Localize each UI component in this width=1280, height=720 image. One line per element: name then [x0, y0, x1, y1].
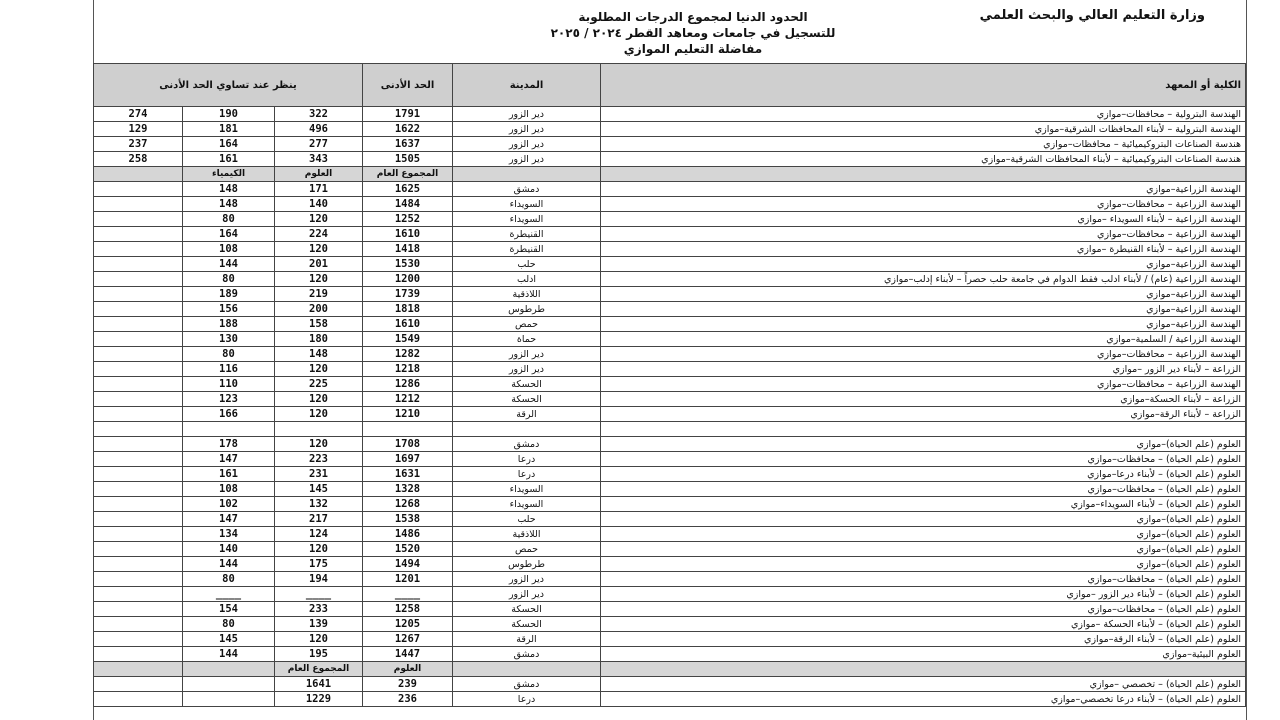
- faculty-cell: الهندسة البترولية – لأبناء المحافظات الشرقية–موازي: [601, 122, 1246, 137]
- min-value: 1205: [363, 617, 453, 632]
- empty-cell: [94, 467, 183, 482]
- tie-value-3: 129: [94, 122, 183, 137]
- chem-value: 110: [183, 377, 275, 392]
- sci-value: 194: [275, 572, 363, 587]
- faculty-cell: العلوم (علم الحياة) – محافظات–موازي: [601, 602, 1246, 617]
- sci-value: 120: [275, 272, 363, 287]
- min-value: 1484: [363, 197, 453, 212]
- table-row: [94, 347, 1246, 362]
- city-cell: الرقة: [453, 632, 601, 647]
- table-row: [94, 377, 1246, 392]
- empty-cell: [94, 182, 183, 197]
- sub-header-empty: [94, 167, 183, 182]
- empty-cell: [94, 377, 183, 392]
- city-cell: القنيطرة: [453, 227, 601, 242]
- min-value: 1282: [363, 347, 453, 362]
- table-row: [94, 122, 1246, 137]
- table-row: [94, 107, 1246, 122]
- empty-cell: [94, 317, 183, 332]
- empty-cell: [183, 692, 275, 707]
- tie-value-2: 181: [183, 122, 275, 137]
- table-row: [94, 467, 1246, 482]
- min-value: ____: [363, 587, 453, 602]
- empty-cell: [94, 542, 183, 557]
- chem-value: 80: [183, 617, 275, 632]
- results-table: [93, 63, 1246, 707]
- faculty-cell: العلوم (علم الحياة) – محافظات–موازي: [601, 482, 1246, 497]
- empty-cell: [94, 302, 183, 317]
- min-value: 1625: [363, 182, 453, 197]
- empty-cell: [94, 257, 183, 272]
- city-cell: دير الزور: [453, 107, 601, 122]
- document-header: [93, 0, 1245, 63]
- empty-cell: [94, 227, 183, 242]
- sci-value: 124: [275, 527, 363, 542]
- faculty-cell: هندسة الصناعات البتروكيميائية – لأبناء المحافظات الشرقية–موازي: [601, 152, 1246, 167]
- chem-value: 147: [183, 512, 275, 527]
- faculty-cell: الهندسة الزراعية / السلمية–موازي: [601, 332, 1246, 347]
- sub-header-empty: [183, 662, 275, 677]
- table-row: [94, 137, 1246, 152]
- min-value: 1252: [363, 212, 453, 227]
- table-row: [94, 647, 1246, 662]
- city-cell: السويداء: [453, 482, 601, 497]
- faculty-cell: الهندسة الزراعية (عام) / لأبناء ادلب فقط الدوام في جامعة حلب حصراً – لأبناء إدلب–موازي: [601, 272, 1246, 287]
- empty-cell: [275, 422, 363, 437]
- sci-value: 200: [275, 302, 363, 317]
- city-cell: دمشق: [453, 182, 601, 197]
- sub-header-total: المجموع العام: [363, 167, 453, 182]
- city-cell: دمشق: [453, 647, 601, 662]
- tie-value-2: 161: [183, 152, 275, 167]
- city-cell: القنيطرة: [453, 242, 601, 257]
- empty-cell: [94, 617, 183, 632]
- sci-value: 148: [275, 347, 363, 362]
- table-row: [94, 677, 1246, 692]
- empty-cell: [183, 677, 275, 692]
- sci-value: 236: [363, 692, 453, 707]
- empty-cell: [94, 692, 183, 707]
- empty-cell: [94, 527, 183, 542]
- sci-value: 120: [275, 392, 363, 407]
- sci-value: 175: [275, 557, 363, 572]
- sci-value: 140: [275, 197, 363, 212]
- sci-value: 120: [275, 212, 363, 227]
- chem-value: 80: [183, 572, 275, 587]
- total-value: 1229: [275, 692, 363, 707]
- table-row: [94, 272, 1246, 287]
- sci-value: 224: [275, 227, 363, 242]
- min-value: 1447: [363, 647, 453, 662]
- faculty-cell: الزراعة – لأبناء الرقة–موازي: [601, 407, 1246, 422]
- col-header-city: المدينة: [453, 64, 601, 107]
- city-cell: دير الزور: [453, 137, 601, 152]
- faculty-cell: العلوم البيئية–موازي: [601, 647, 1246, 662]
- table-row: [94, 212, 1246, 227]
- city-cell: الرقة: [453, 407, 601, 422]
- min-value: 1622: [363, 122, 453, 137]
- sci-value: 201: [275, 257, 363, 272]
- sci-value: 145: [275, 482, 363, 497]
- sub-header-chem: الكيمياء: [183, 167, 275, 182]
- sci-value: 120: [275, 632, 363, 647]
- empty-cell: [94, 272, 183, 287]
- empty-cell: [94, 347, 183, 362]
- city-cell: دمشق: [453, 437, 601, 452]
- chem-value: 178: [183, 437, 275, 452]
- min-value: 1212: [363, 392, 453, 407]
- sci-value: 225: [275, 377, 363, 392]
- city-cell: السويداء: [453, 212, 601, 227]
- faculty-cell: العلوم (علم الحياة) – لأبناء الرقة–موازي: [601, 632, 1246, 647]
- sub-header-empty: [601, 662, 1246, 677]
- city-cell: درعا: [453, 452, 601, 467]
- city-cell: دير الزور: [453, 587, 601, 602]
- min-value: 1549: [363, 332, 453, 347]
- empty-cell: [94, 677, 183, 692]
- chem-value: 80: [183, 272, 275, 287]
- chem-value: 108: [183, 482, 275, 497]
- chem-value: 147: [183, 452, 275, 467]
- city-cell: حمص: [453, 317, 601, 332]
- min-value: 1610: [363, 317, 453, 332]
- tie-value-1: 322: [275, 107, 363, 122]
- empty-cell: [601, 422, 1246, 437]
- tie-value-3: 237: [94, 137, 183, 152]
- empty-cell: [94, 242, 183, 257]
- faculty-cell: العلوم (علم الحياة) – لأبناء دير الزور –موازي: [601, 587, 1246, 602]
- empty-cell: [94, 332, 183, 347]
- city-cell: درعا: [453, 692, 601, 707]
- faculty-cell: العلوم (علم الحياة)–موازي: [601, 557, 1246, 572]
- city-cell: درعا: [453, 467, 601, 482]
- chem-value: 102: [183, 497, 275, 512]
- table-row: [94, 587, 1246, 602]
- tie-value-2: 164: [183, 137, 275, 152]
- empty-cell: [94, 197, 183, 212]
- empty-cell: [94, 602, 183, 617]
- sub-header-sci: العلوم: [275, 167, 363, 182]
- sci-value: 120: [275, 362, 363, 377]
- faculty-cell: الهندسة البترولية – محافظات–موازي: [601, 107, 1246, 122]
- sci-value: 120: [275, 437, 363, 452]
- tie-value-3: 274: [94, 107, 183, 122]
- table-row: [94, 512, 1246, 527]
- empty-cell: [94, 497, 183, 512]
- col-header-min: الحد الأدنى: [363, 64, 453, 107]
- city-cell: اللاذقية: [453, 527, 601, 542]
- empty-cell: [94, 557, 183, 572]
- faculty-cell: الهندسة الزراعية – محافظات–موازي: [601, 377, 1246, 392]
- chem-value: 116: [183, 362, 275, 377]
- city-cell: حلب: [453, 512, 601, 527]
- sci-value: 171: [275, 182, 363, 197]
- table-row: [94, 557, 1246, 572]
- min-value: 1494: [363, 557, 453, 572]
- faculty-cell: العلوم (علم الحياة) – لأبناء السويداء–موازي: [601, 497, 1246, 512]
- tie-value-1: 277: [275, 137, 363, 152]
- min-value: 1201: [363, 572, 453, 587]
- faculty-cell: العلوم (علم الحياة) – محافظات–موازي: [601, 572, 1246, 587]
- empty-cell: [94, 212, 183, 227]
- table-row: [94, 257, 1246, 272]
- sci-value: 231: [275, 467, 363, 482]
- min-value: 1210: [363, 407, 453, 422]
- chem-value: 108: [183, 242, 275, 257]
- faculty-cell: العلوم (علم الحياة) – لأبناء درعا–موازي: [601, 467, 1246, 482]
- chem-value: 140: [183, 542, 275, 557]
- sub-header-empty: [453, 167, 601, 182]
- city-cell: الحسكة: [453, 617, 601, 632]
- faculty-cell: الزراعة – لأبناء الحسكة–موازي: [601, 392, 1246, 407]
- sub-header-total: المجموع العام: [275, 662, 363, 677]
- city-cell: دير الزور: [453, 122, 601, 137]
- empty-cell: [94, 407, 183, 422]
- table-row: [94, 692, 1246, 707]
- city-cell: الحسكة: [453, 392, 601, 407]
- faculty-cell: الزراعة – لأبناء دير الزور –موازي: [601, 362, 1246, 377]
- faculty-cell: الهندسة الزراعية–موازي: [601, 287, 1246, 302]
- table-row: [94, 242, 1246, 257]
- table-row: [94, 407, 1246, 422]
- chem-value: ____: [183, 587, 275, 602]
- sci-value: 219: [275, 287, 363, 302]
- min-value: 1530: [363, 257, 453, 272]
- table-row: [94, 227, 1246, 242]
- table-row: [94, 602, 1246, 617]
- faculty-cell: الهندسة الزراعية – محافظات–موازي: [601, 197, 1246, 212]
- city-cell: دير الزور: [453, 347, 601, 362]
- min-value: 1520: [363, 542, 453, 557]
- faculty-cell: العلوم (علم الحياة) – لأبناء درعا تخصصي–موازي: [601, 692, 1246, 707]
- table-row: [94, 572, 1246, 587]
- chem-value: 148: [183, 197, 275, 212]
- sub-header-empty: [601, 167, 1246, 182]
- table-row: [94, 152, 1246, 167]
- table-row: [94, 332, 1246, 347]
- city-cell: السويداء: [453, 497, 601, 512]
- empty-cell: [94, 647, 183, 662]
- header-line-3: مفاضلة التعليم الموازي: [623, 42, 763, 56]
- min-value: 1486: [363, 527, 453, 542]
- table-row: [94, 392, 1246, 407]
- empty-cell: [94, 287, 183, 302]
- table-row: [94, 617, 1246, 632]
- table-row: [94, 497, 1246, 512]
- min-value: 1791: [363, 107, 453, 122]
- empty-cell: [94, 572, 183, 587]
- empty-cell: [94, 422, 183, 437]
- city-cell: حلب: [453, 257, 601, 272]
- empty-cell: [94, 512, 183, 527]
- table-row: [94, 197, 1246, 212]
- faculty-cell: الهندسة الزراعية–موازي: [601, 302, 1246, 317]
- min-value: 1505: [363, 152, 453, 167]
- empty-cell: [94, 452, 183, 467]
- table-row: [94, 632, 1246, 647]
- header-line-1: الحدود الدنيا لمجموع الدرجات المطلوبة: [578, 10, 808, 24]
- table-row: [94, 317, 1246, 332]
- chem-value: 130: [183, 332, 275, 347]
- faculty-cell: العلوم (علم الحياة) – محافظات–موازي: [601, 452, 1246, 467]
- min-value: 1267: [363, 632, 453, 647]
- faculty-cell: الهندسة الزراعية – لأبناء السويداء –موازي: [601, 212, 1246, 227]
- min-value: 1258: [363, 602, 453, 617]
- sci-value: 139: [275, 617, 363, 632]
- tie-value-2: 190: [183, 107, 275, 122]
- min-value: 1418: [363, 242, 453, 257]
- empty-cell: [94, 587, 183, 602]
- min-value: 1286: [363, 377, 453, 392]
- sci-value: 217: [275, 512, 363, 527]
- sci-value: 120: [275, 242, 363, 257]
- faculty-cell: العلوم (علم الحياة)–موازي: [601, 512, 1246, 527]
- faculty-cell: العلوم (علم الحياة)–موازي: [601, 542, 1246, 557]
- min-value: 1708: [363, 437, 453, 452]
- sub-header-sci: العلوم: [363, 662, 453, 677]
- empty-cell: [94, 392, 183, 407]
- city-cell: دمشق: [453, 677, 601, 692]
- chem-value: 134: [183, 527, 275, 542]
- empty-cell: [363, 422, 453, 437]
- city-cell: طرطوس: [453, 302, 601, 317]
- sci-value: 120: [275, 542, 363, 557]
- table-header-row: [94, 64, 1246, 107]
- empty-cell: [94, 437, 183, 452]
- city-cell: ادلب: [453, 272, 601, 287]
- chem-value: 161: [183, 467, 275, 482]
- city-cell: طرطوس: [453, 557, 601, 572]
- min-value: 1218: [363, 362, 453, 377]
- sci-value: 180: [275, 332, 363, 347]
- min-value: 1818: [363, 302, 453, 317]
- blank-row: [94, 422, 1246, 437]
- sub-header-row: [94, 662, 1246, 677]
- table-row: [94, 452, 1246, 467]
- tie-value-3: 258: [94, 152, 183, 167]
- min-value: 1631: [363, 467, 453, 482]
- min-value: 1538: [363, 512, 453, 527]
- city-cell: الحسكة: [453, 602, 601, 617]
- chem-value: 156: [183, 302, 275, 317]
- header-line-2: للتسجيل في جامعات ومعاهد القطر ٢٠٢٤ / ٢٠٢٥: [550, 26, 836, 40]
- total-value: 1641: [275, 677, 363, 692]
- sub-header-empty: [94, 662, 183, 677]
- sci-value: 233: [275, 602, 363, 617]
- ministry-name: وزارة التعليم العالي والبحث العلمي: [979, 8, 1205, 23]
- min-value: 1739: [363, 287, 453, 302]
- chem-value: 154: [183, 602, 275, 617]
- col-header-tie: ينظر عند تساوي الحد الأدنى: [94, 64, 363, 107]
- empty-cell: [453, 422, 601, 437]
- sci-value: 132: [275, 497, 363, 512]
- sci-value: 223: [275, 452, 363, 467]
- faculty-cell: العلوم (علم الحياة)–موازي: [601, 527, 1246, 542]
- faculty-cell: الهندسة الزراعية–موازي: [601, 317, 1246, 332]
- empty-cell: [94, 632, 183, 647]
- table-row: [94, 182, 1246, 197]
- min-value: 1268: [363, 497, 453, 512]
- faculty-cell: الهندسة الزراعية – محافظات–موازي: [601, 227, 1246, 242]
- empty-cell: [94, 362, 183, 377]
- faculty-cell: الهندسة الزراعية–موازي: [601, 182, 1246, 197]
- faculty-cell: الهندسة الزراعية – لأبناء القنيطرة –موازي: [601, 242, 1246, 257]
- faculty-cell: العلوم (علم الحياة)–موازي: [601, 437, 1246, 452]
- city-cell: الحسكة: [453, 377, 601, 392]
- table-row: [94, 542, 1246, 557]
- chem-value: 80: [183, 212, 275, 227]
- faculty-cell: الهندسة الزراعية–موازي: [601, 257, 1246, 272]
- sci-value: 195: [275, 647, 363, 662]
- table-row: [94, 527, 1246, 542]
- table-row: [94, 362, 1246, 377]
- chem-value: 144: [183, 557, 275, 572]
- city-cell: دير الزور: [453, 152, 601, 167]
- table-row: [94, 302, 1246, 317]
- city-cell: دير الزور: [453, 362, 601, 377]
- city-cell: دير الزور: [453, 572, 601, 587]
- empty-cell: [94, 482, 183, 497]
- chem-value: 148: [183, 182, 275, 197]
- chem-value: 144: [183, 647, 275, 662]
- sci-value: ____: [275, 587, 363, 602]
- chem-value: 145: [183, 632, 275, 647]
- sci-value: 239: [363, 677, 453, 692]
- sci-value: 120: [275, 407, 363, 422]
- city-cell: حماة: [453, 332, 601, 347]
- min-value: 1610: [363, 227, 453, 242]
- chem-value: 123: [183, 392, 275, 407]
- sci-value: 158: [275, 317, 363, 332]
- min-value: 1637: [363, 137, 453, 152]
- min-value: 1697: [363, 452, 453, 467]
- city-cell: حمص: [453, 542, 601, 557]
- chem-value: 166: [183, 407, 275, 422]
- empty-cell: [183, 422, 275, 437]
- min-value: 1328: [363, 482, 453, 497]
- city-cell: السويداء: [453, 197, 601, 212]
- faculty-cell: العلوم (علم الحياة) – تخصصي –موازي: [601, 677, 1246, 692]
- faculty-cell: العلوم (علم الحياة) – لأبناء الحسكة –موازي: [601, 617, 1246, 632]
- sub-header-row: [94, 167, 1246, 182]
- faculty-cell: الهندسة الزراعية – محافظات–موازي: [601, 347, 1246, 362]
- col-header-faculty: الكلية أو المعهد: [601, 64, 1246, 107]
- table-row: [94, 437, 1246, 452]
- tie-value-1: 496: [275, 122, 363, 137]
- min-value: 1200: [363, 272, 453, 287]
- city-cell: اللاذقية: [453, 287, 601, 302]
- chem-value: 188: [183, 317, 275, 332]
- chem-value: 164: [183, 227, 275, 242]
- chem-value: 144: [183, 257, 275, 272]
- tie-value-1: 343: [275, 152, 363, 167]
- table-row: [94, 482, 1246, 497]
- sub-header-empty: [453, 662, 601, 677]
- table-row: [94, 287, 1246, 302]
- chem-value: 189: [183, 287, 275, 302]
- faculty-cell: هندسة الصناعات البتروكيميائية – محافظات–موازي: [601, 137, 1246, 152]
- chem-value: 80: [183, 347, 275, 362]
